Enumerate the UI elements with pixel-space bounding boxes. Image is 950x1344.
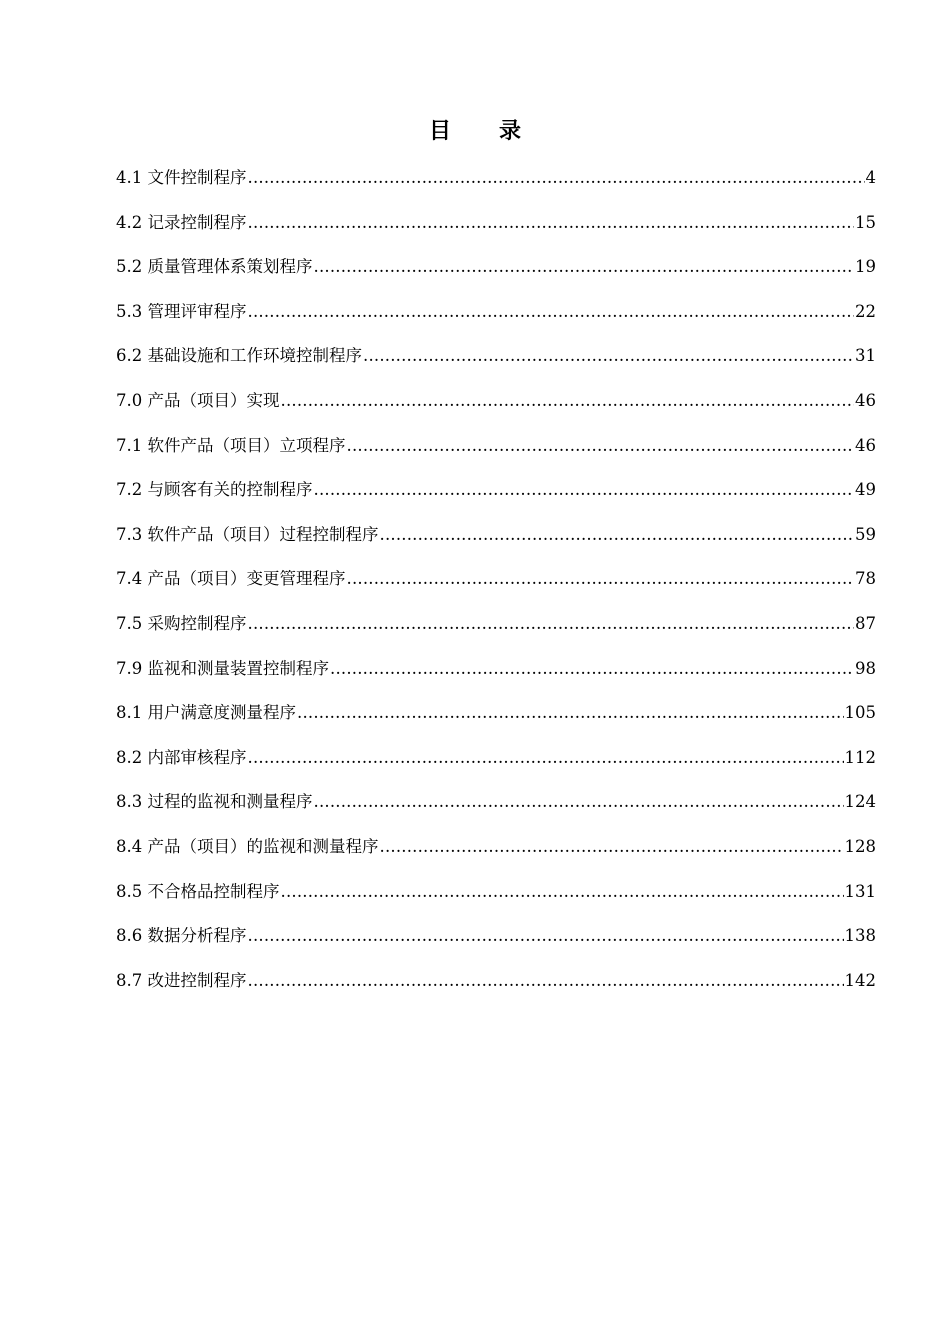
toc-entry-label: 7.9 监视和测量装置控制程序 [116,658,329,678]
toc-leader-dots [248,612,855,636]
toc-entry-label: 8.6 数据分析程序 [116,926,247,946]
toc-entry-label: 8.1 用户满意度测量程序 [116,703,296,723]
toc-entry[interactable] [116,166,876,211]
toc-entry-page: 124 [844,792,876,812]
toc-leader-dots [314,255,855,279]
toc-entry-page: 15 [855,212,876,232]
toc-entry[interactable] [116,300,876,345]
toc-entry[interactable] [116,790,876,835]
toc-entry-label: 5.3 管理评审程序 [116,301,247,321]
toc-entry-label: 7.1 软件产品（项目）立项程序 [116,435,346,455]
toc-entry-label: 6.2 基础设施和工作环境控制程序 [116,346,362,366]
toc-entry-label: 5.2 质量管理体系策划程序 [116,257,313,277]
toc-entry[interactable] [116,523,876,568]
toc-entry-page: 59 [855,524,876,544]
toc-entry-label: 8.4 产品（项目）的监视和测量程序 [116,836,379,856]
toc-entry-label: 7.0 产品（项目）实现 [116,390,280,410]
toc-leader-dots [248,166,865,190]
toc-entry-label: 8.7 改进控制程序 [116,970,247,990]
toc-leader-dots [363,344,854,368]
toc-entry-page: 22 [855,301,876,321]
toc-entry[interactable] [116,211,876,256]
toc-entry-page: 87 [855,613,876,633]
toc-leader-dots [281,880,844,904]
toc-entry-page: 4 [865,168,876,187]
toc-leader-dots [248,746,844,770]
toc-entry-label: 7.3 软件产品（项目）过程控制程序 [116,524,379,544]
toc-entry[interactable] [116,746,876,791]
toc-entry-page: 98 [855,658,876,678]
toc-leader-dots [248,211,855,235]
toc-entry[interactable] [116,612,876,657]
toc-entry-page: 142 [844,970,876,990]
toc-entry-page: 131 [844,881,876,901]
toc-list [116,166,876,1013]
toc-leader-dots [248,969,844,993]
toc-entry-page: 128 [844,836,876,856]
toc-leader-dots [347,434,855,458]
toc-entry[interactable] [116,478,876,523]
toc-entry[interactable] [116,657,876,702]
toc-entry-page: 78 [855,569,876,589]
toc-entry-label: 8.2 内部审核程序 [116,747,247,767]
toc-leader-dots [248,300,855,324]
toc-entry-label: 7.2 与顾客有关的控制程序 [116,480,313,500]
toc-entry[interactable] [116,255,876,300]
toc-entry[interactable] [116,389,876,434]
toc-leader-dots [330,657,854,681]
toc-title-char-2: 录 [499,118,522,144]
toc-entry-page: 112 [844,747,876,767]
toc-entry-page: 105 [844,703,876,723]
toc-leader-dots [380,523,855,547]
toc-leader-dots [347,567,855,591]
toc-entry-label: 4.2 记录控制程序 [116,212,247,232]
toc-entry-page: 19 [855,257,876,277]
toc-entry[interactable] [116,701,876,746]
toc-entry-label: 8.3 过程的监视和测量程序 [116,792,313,812]
toc-entry[interactable] [116,835,876,880]
toc-title-char-1: 目 [428,118,451,144]
toc-leader-dots [248,924,844,948]
toc-entry[interactable] [116,880,876,925]
toc-entry-page: 49 [855,480,876,500]
toc-title [0,114,950,145]
toc-entry[interactable] [116,344,876,389]
toc-leader-dots [314,478,855,502]
toc-entry[interactable] [116,969,876,1014]
toc-entry-label: 8.5 不合格品控制程序 [116,881,280,901]
toc-entry-label: 7.4 产品（项目）变更管理程序 [116,569,346,589]
toc-entry[interactable] [116,567,876,612]
toc-entry-page: 138 [844,926,876,946]
toc-entry-page: 31 [855,346,876,366]
toc-leader-dots [297,701,844,725]
toc-leader-dots [380,835,844,859]
toc-entry[interactable] [116,924,876,969]
toc-entry-label: 7.5 采购控制程序 [116,613,247,633]
toc-entry[interactable] [116,434,876,479]
toc-entry-page: 46 [855,435,876,455]
toc-entry-label: 4.1 文件控制程序 [116,168,247,187]
toc-leader-dots [281,389,855,413]
toc-entry-page: 46 [855,390,876,410]
toc-leader-dots [314,790,844,814]
